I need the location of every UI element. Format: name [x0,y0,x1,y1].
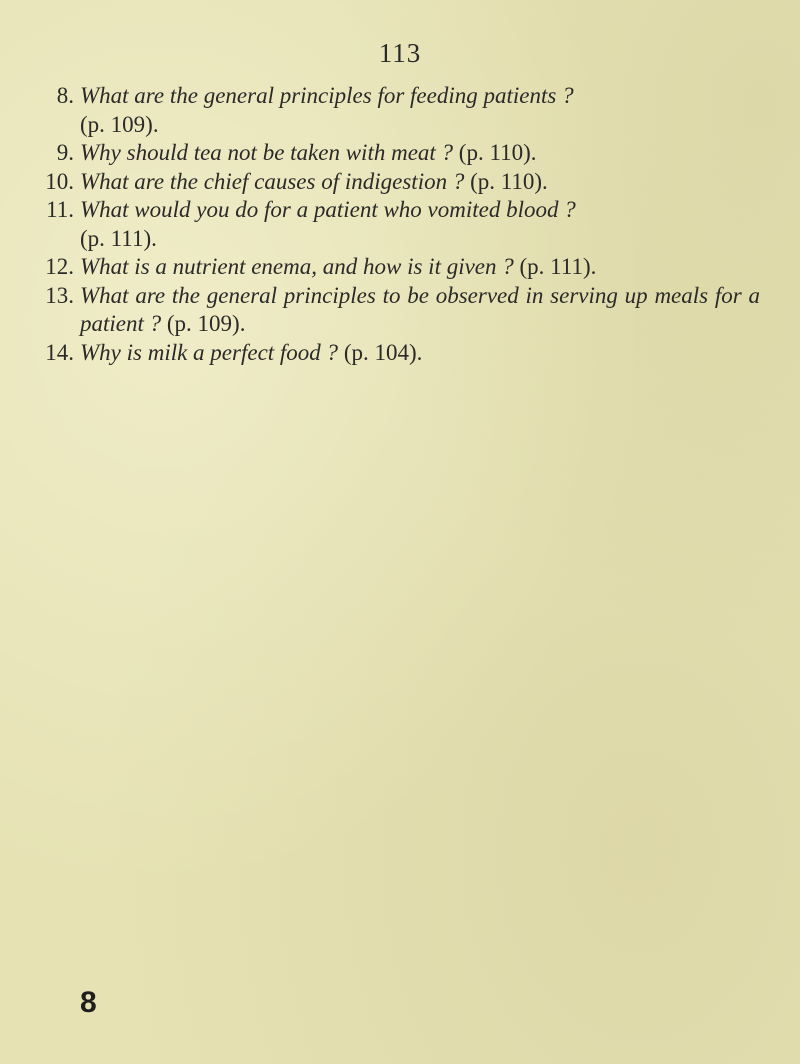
question-body [80,82,760,139]
page-reference: (p. 110). [470,168,548,194]
question-number: 12. [45,254,74,279]
page-reference: (p. 111). [519,254,597,279]
list-item [40,339,760,368]
page-reference: (p. 109). [80,111,159,137]
question-list [40,82,760,367]
question-body [80,282,760,339]
question-text: Why should tea not be taken with meat ? [80,140,454,165]
question-body [80,139,760,168]
question-body [80,196,760,253]
page-reference: (p. 111). [80,225,157,251]
question-text: Why is milk a perfect food ? [80,339,339,365]
page-reference: (p. 109). [166,311,246,336]
list-item [40,168,760,197]
question-number: 9. [56,140,74,165]
question-number: 8. [56,83,74,108]
page-reference: (p. 104). [343,339,423,365]
page-number: 113 [378,38,422,68]
question-number: 10. [45,168,74,194]
question-text: What are the general principles for feeding patients ? [80,83,574,108]
question-number: 13. [45,282,74,308]
question-text: What would you do for a patient who vomited blood ? [80,197,576,222]
list-item [40,253,760,282]
list-item [40,196,760,253]
question-body [80,339,760,368]
list-item [40,82,760,139]
question-text: What are the chief causes of indigestion ? [80,168,465,194]
page-reference: (p. 110). [458,140,537,165]
question-number: 14. [45,339,74,365]
question-body [80,253,760,282]
question-text: What is a nutrient enema, and how is it given ? [80,254,514,279]
list-item [40,139,760,168]
question-body [80,168,760,197]
question-number: 11. [46,197,74,222]
question-text: What are the general principles to be observed in serving up meals for a patient ? [80,282,760,336]
signature-mark: 8 [80,986,97,1019]
list-item [40,282,760,339]
